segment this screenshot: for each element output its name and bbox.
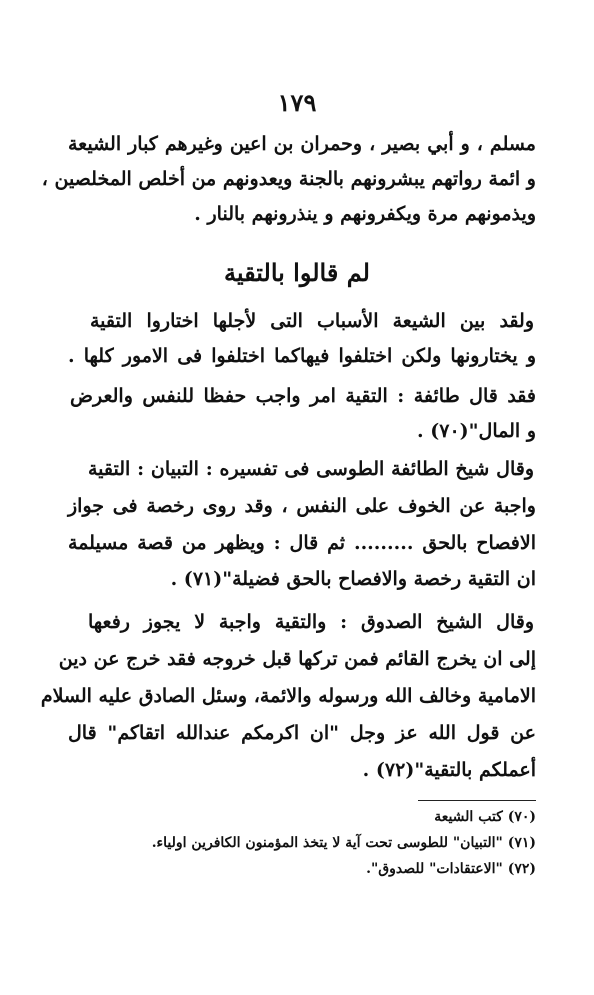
body-line: و المال"(٧٠) .: [417, 420, 536, 442]
body-line: إلى ان يخرج القائم فمن تركها قبل خروجه فقد خرج عن دين: [58, 648, 536, 670]
body-line: الافصاح بالحق ......... ثم قال : ويظهر من قصة مسيلمة: [68, 532, 536, 554]
body-line: ولقد بين الشيعة الأسباب التى لأجلها اختاروا التقية: [90, 310, 534, 332]
body-line: واجبة عن الخوف على النفس ، وقد روى رخصة فى جواز: [68, 495, 536, 517]
paragraph-line: ويذمونهم مرة ويكفرونهم و ينذرونهم بالنار .: [194, 203, 536, 225]
body-line: عن قول الله عز وجل "ان اكرمكم عندالله اتقاكم" قال: [68, 722, 536, 744]
paragraph-line: و ائمة رواتهم يبشرونهم بالجنة ويعدونهم من أخلص المخلصين ،: [41, 168, 536, 190]
body-line: وقال شيخ الطائفة الطوسى فى تفسيره : التبيان : التقية: [88, 458, 534, 480]
footnote-divider: [418, 800, 536, 801]
footnote: (٧١) "التبيان" للطوسى تحت آية لا يتخذ المؤمنون الكافرين اولياء.: [151, 835, 536, 851]
body-line: ان التقية رخصة والافصاح بالحق فضيلة"(٧١) .: [170, 568, 536, 590]
body-line: وقال الشيخ الصدوق : والتقية واجبة لا يجوز رفعها: [88, 611, 534, 633]
body-line: الامامية وخالف الله ورسوله والائمة، وسئل الصادق عليه السلام: [40, 685, 536, 707]
page-number: ١٧٩: [277, 88, 317, 117]
body-line: و يختارونها ولكن اختلفوا فيهاكما اختلفوا فى الامور كلها .: [68, 345, 536, 367]
footnote: (٧٠) كتب الشيعة: [434, 809, 536, 825]
body-line: فقد قال طائفة : التقية امر واجب حفظا للنفس والعرض: [70, 385, 536, 407]
body-line: أعملكم بالتقية"(٧٢) .: [362, 759, 536, 781]
footnote: (٧٢) "الاعتقادات" للصدوق".: [366, 861, 536, 877]
section-heading: لم قالوا بالتقية: [224, 258, 370, 287]
paragraph-line: مسلم ، و أبي بصير ، وحمران بن اعين وغيرهم كبار الشيعة: [68, 133, 536, 155]
